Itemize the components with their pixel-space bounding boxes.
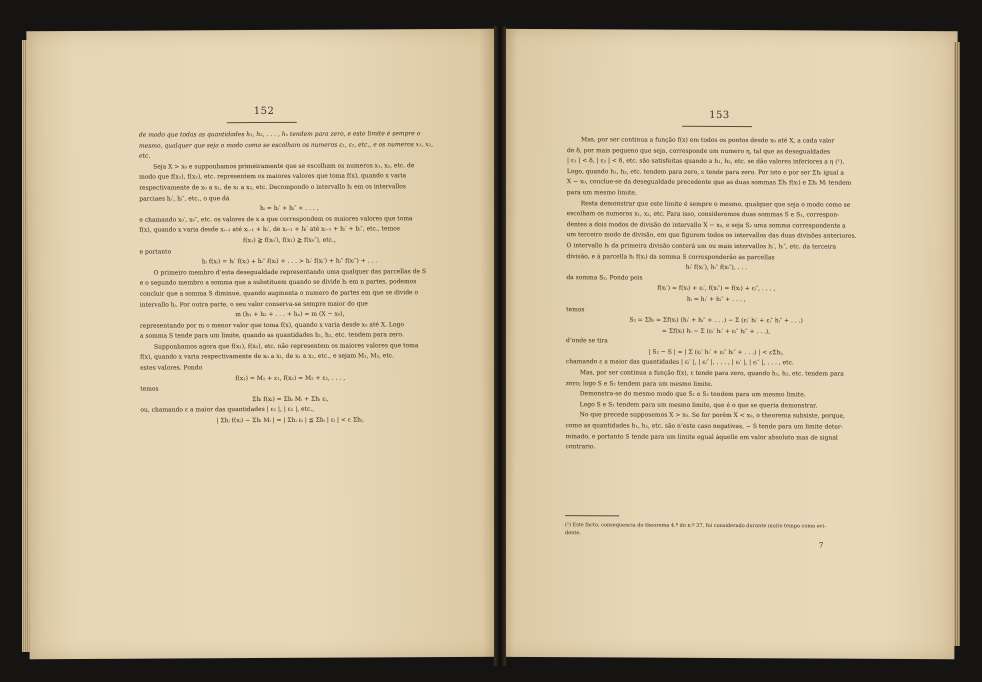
text-line: O primeiro membro d’esta desegualdade representando uma qualquer das parcellas de S: [153, 267, 427, 277]
text-line: concluir que a somma S diminue, quando augmenta o numero de partes em que se divide o: [139, 289, 419, 298]
text-line: | ε₁ | < δ, | ε₂ | < δ, etc. são satisfeitas quando a h₁, h₂, etc. se dão valores inferiores a η (¹).: [566, 157, 845, 166]
footnote-line: (¹) Este facto, consequencia do theorema 4.º do n.º 37, foi considerado durante muito tempo como evi-: [565, 522, 826, 530]
text-line: divisão, e á parcella hᵢ f(xᵢ) da somma S corresponderão as parcellas: [566, 252, 775, 261]
text-line: Seja X > x₀ e supponhamos primeiramente que se escolham os numeros x₁, x₂, etc. de: [153, 161, 415, 171]
text-line: | Σhᵢ f(xᵢ) − Σhᵢ Mᵢ | = | Σhᵢ εᵢ | ≦ Σhᵢ | εᵢ | < ε Σhᵢ,: [216, 416, 365, 425]
text-line: representando por m o menor valor que toma f(x), quando x varia desde x₀ até X. Logo: [139, 320, 404, 330]
text-line: de modo que todas as quantidades h₁, h₂, . . . , hₙ tendem para zero, e este limite é sempre o: [138, 130, 421, 139]
text-line: zero; logo S e S₂ tendem para um mesmo limite.: [565, 379, 713, 388]
text-line: da somma S₂. Pondo pois: [566, 273, 643, 282]
text-line: escolham os numeros x₁, x₂, etc. Para isso, consideremos duas sommas S e S₁, correspon-: [566, 210, 840, 219]
text-line: etc.: [138, 152, 151, 160]
text-line: modo que f(x₁), f(x₂), etc. representem os maiores valores que toma f(x), quando x varia: [139, 172, 407, 182]
text-line: Resta demonstrar que este limite é sempre o mesmo, qualquer que seja o modo como se: [580, 199, 851, 209]
footnote: [565, 521, 826, 538]
signature-mark: 7: [818, 541, 824, 550]
footnote-line: dente.: [564, 530, 581, 537]
page-number: 153: [709, 109, 730, 122]
text-line: mesmo, qualquer que seja o modo como se escolham os numeros ε₁, ε₂, etc., e os numeros x₁, x₂,: [138, 140, 433, 150]
text-line: dentes a dois modos de divisão do intervallo X − x₀, e seja S₂ uma somma correspondente a: [566, 220, 846, 230]
text-line: d’onde se tira: [565, 337, 608, 345]
header-rule: [682, 126, 752, 127]
text-line: e o segundo membro a somma que a substituem quando se divide hᵢ em n partes, podemos: [139, 278, 417, 287]
text-line: Mas, por ser continua a função f(x), ε tende para zero, quando h₁, h₂, etc. tendem para: [579, 369, 844, 378]
text-line: No que precede supposemos X > x₀. Se for porém X < x₀, o theorema subsiste, porque,: [579, 411, 845, 421]
text-line: de δ, por mais pequeno que seja, corresponde um numero η, tal que as desegualdades: [566, 146, 831, 156]
text-line: temos: [140, 385, 159, 393]
text-line: temos: [566, 305, 585, 313]
text-line: minado, e portanto S tende para um limite egual áquelle em valor absoluto mas de signal: [565, 432, 838, 442]
text-line: f(x), quando x varia desde xᵢ₋₁ até xᵢ₋₁ + hᵢ′, de xᵢ₋₁ + hᵢ′ até xᵢ₋₁ + hᵢ′ + hᵢ″, etc., temos: [139, 225, 400, 234]
text-line: X − x₀, conclue-se da desegualdade precedente que as duas sommas Σhᵢ f(xᵢ) e Σhᵢ Mᵢ tendem: [566, 178, 852, 188]
text-line: como as quantidades h₁, h₂, etc. são n’este caso negativas, − S tende para um limite deter-: [565, 422, 843, 431]
text-line: respectivamente de x₀ a x₁, de x₁ a x₂, etc. Decompondo o intervallo hᵢ em os intervallos: [139, 183, 407, 192]
text-line: | S₂ − S | = | Σ (εᵢ′ hᵢ′ + εᵢ″ hᵢ″ + . . .) | < εΣhᵢ,: [648, 348, 784, 357]
footnote-rule: [565, 515, 619, 516]
text-line: Logo, quando h₁, h₂, etc. tendem para zero, ε tende para zero. Por isto e por ser Σhᵢ igual a: [566, 167, 845, 177]
text-line: estes valores. Pondo: [140, 364, 203, 372]
text-line: m (h₁ + h₂ + . . . + hₙ) = m (X − x₀),: [235, 310, 345, 319]
text-line: parciaes hᵢ′, hᵢ″, etc., o que dá: [139, 194, 230, 203]
right-page: [496, 29, 957, 659]
text-line: hᵢ′ f(xᵢ′), hᵢ″ f(xᵢ″), . . .: [685, 263, 748, 272]
text-line: f(x₁) = M₁ + ε₁, f(x₂) = M₂ + ε₂, . . . ,: [235, 374, 346, 382]
book-gutter: [494, 26, 506, 666]
text-line: f(x₁) ≧ f(x₀′), f(x₁) ≧ f(x₀″), etc.,: [243, 236, 336, 245]
right-page-edges: [954, 42, 960, 646]
header-rule: [227, 122, 297, 123]
text-line: a somma S tende para um limite, quando as quantidades h₁, h₂, etc. tendem para zero.: [139, 331, 404, 340]
right-body-text: [565, 135, 867, 454]
text-line: contrario.: [565, 443, 596, 451]
text-line: Logo S e S₁ tendem para um mesmo limite, que é o que se queria demonstrar.: [579, 401, 818, 410]
text-line: Demonstra-se do mesmo modo que S₁ e S₂ tendem para um mesmo limite.: [579, 390, 806, 399]
text-line: hᵢ f(xᵢ) = hᵢ′ f(xᵢ) + hᵢ″ f(xᵢ) + . . . > hᵢ′ f(xᵢ′) + hᵢ″ f(xᵢ″) + . . .: [201, 257, 378, 266]
text-line: f(x), quando x varia respectivamente de x₀ a x₁, de x₁ a x₂, etc., e sejam M₁, M₂, etc.: [140, 352, 395, 362]
text-line: S₂ = Σhᵢ = Σf(xᵢ) (hᵢ′ + hᵢ″ + . . .) − Σ (εᵢ′ hᵢ′ + εᵢ″ hᵢ″ + . . .): [629, 316, 803, 325]
page-number: 152: [253, 105, 275, 118]
left-page: [26, 29, 501, 659]
left-body-text: [139, 129, 441, 427]
text-line: hᵢ = hᵢ′ + hᵢ″ + . . . ,: [686, 295, 746, 304]
text-line: chamando ε a maior das quantidades | εᵢ′ |, | εᵢ″ |, . . . , | εᵢ′ |, | εᵢ″ |, . . . , etc.: [565, 358, 794, 367]
text-line: Supponhamos agora que f(x₁), f(x₂), etc. não representem os maiores valores que toma: [153, 342, 419, 351]
text-line: hᵢ = hᵢ′ + hᵢ″ + . . . ,: [259, 204, 319, 213]
text-line: e chamando x₀′, x₀″, etc. os valores de x a que correspondem os maiores valores que toma: [139, 214, 413, 224]
text-line: e portanto: [139, 248, 172, 256]
text-line: f(xᵢ′) = f(xᵢ) + εᵢ′, f(xᵢ″) = f(xᵢ) + εᵢ″, . . . ,: [657, 284, 776, 293]
text-line: um terceiro modo de divisão, em que figurem todos os intervallos das duas divisões anteriores.: [566, 231, 857, 241]
text-line: ou, chamando ε a maior das quantidades | ε₁ |, | ε₂ |, etc.,: [140, 406, 315, 415]
text-line: intervallo hᵢ. Por outra parte, o seu valor conserva-se sempre maior do que: [139, 299, 368, 309]
text-line: O intervallo hᵢ da primeira divisão conterá um ou mais intervallos hᵢ′, hᵢ″, etc. da terceira: [566, 242, 837, 251]
text-line: Σhᵢ f(xᵢ) = Σhᵢ Mᵢ + Σhᵢ εᵢ,: [252, 395, 329, 403]
text-line: Mas, por ser continua a função f(x) em todos os pontos desde x₀ até X, a cada valor: [581, 136, 835, 145]
text-line: = Σf(xᵢ) hᵢ − Σ (εᵢ′ hᵢ′ + εᵢ″ hᵢ″ + . . .),: [661, 327, 771, 335]
text-line: para um mesmo limite.: [566, 189, 637, 197]
